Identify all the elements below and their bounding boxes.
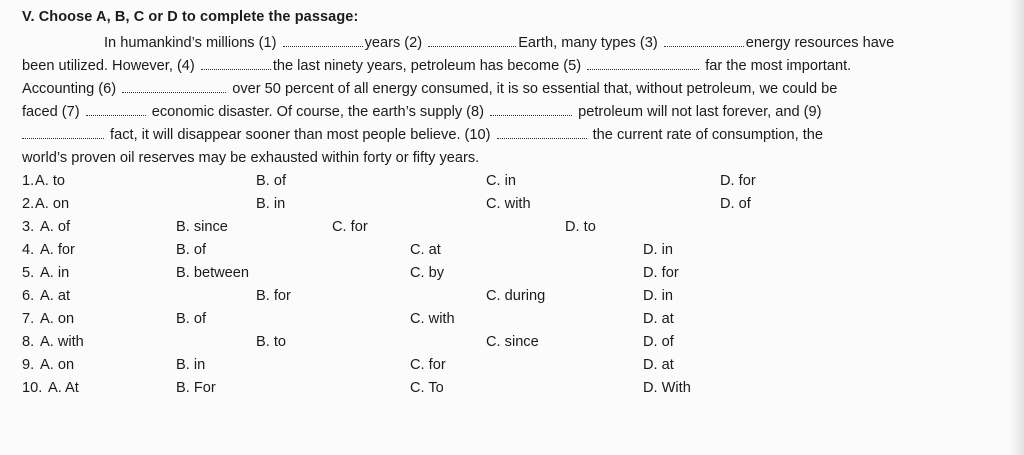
- question-number: 3.: [22, 219, 35, 235]
- question-number: 5.: [22, 265, 35, 281]
- option-c[interactable]: C. for: [332, 219, 368, 235]
- page-edge-shadow: [1010, 0, 1024, 455]
- passage-line-4: [22, 104, 821, 120]
- option-b[interactable]: B. for: [256, 288, 291, 304]
- option-a[interactable]: A. of: [40, 219, 71, 235]
- passage-text: economic disaster. Of course, the earth’s supply (8): [147, 104, 489, 120]
- question-row-4: [0, 242, 1024, 264]
- passage-text: faced (7): [22, 104, 84, 120]
- question-number: 7.: [22, 311, 35, 327]
- option-a[interactable]: A. for: [40, 242, 75, 258]
- passage-text: energy resources have: [745, 35, 895, 51]
- option-c[interactable]: C. with: [486, 196, 531, 212]
- option-b[interactable]: B. between: [176, 265, 250, 281]
- passage-line-1: [104, 35, 894, 51]
- passage-text: the current rate of consumption, the: [588, 127, 824, 143]
- option-d[interactable]: D. at: [643, 357, 674, 373]
- blank-8[interactable]: [490, 105, 572, 116]
- passage-line-5: [22, 127, 823, 143]
- option-a[interactable]: A. on: [40, 311, 75, 327]
- passage-line-2: [22, 58, 851, 74]
- option-d[interactable]: D. in: [643, 242, 674, 258]
- option-c[interactable]: C. since: [486, 334, 539, 350]
- passage-text: fact, it will disappear sooner than most people believe. (10): [106, 127, 495, 143]
- option-d[interactable]: D. of: [720, 196, 751, 212]
- passage-text: Accounting (6): [22, 81, 121, 97]
- option-b[interactable]: B. in: [176, 357, 206, 373]
- blank-7[interactable]: [86, 105, 146, 116]
- question-row-8: [0, 334, 1024, 356]
- option-a[interactable]: A. on: [35, 196, 70, 212]
- option-a[interactable]: A. to: [35, 173, 66, 189]
- option-b[interactable]: B. since: [176, 219, 228, 235]
- option-a[interactable]: A. at: [40, 288, 71, 304]
- option-b[interactable]: B. in: [256, 196, 286, 212]
- question-number: 8.: [22, 334, 35, 350]
- passage-line-6: [22, 150, 479, 166]
- question-row-10: [0, 380, 1024, 402]
- question-row-1: [0, 173, 1024, 195]
- option-a[interactable]: A. in: [40, 265, 70, 281]
- option-b[interactable]: B. to: [256, 334, 287, 350]
- blank-10[interactable]: [497, 128, 587, 139]
- option-c[interactable]: C. at: [410, 242, 441, 258]
- passage-text: been utilized. However, (4): [22, 58, 199, 74]
- question-row-6: [0, 288, 1024, 310]
- passage-text: the last ninety years, petroleum has become (5): [272, 58, 586, 74]
- question-row-2: [0, 196, 1024, 218]
- passage-text: Earth, many types (3): [518, 35, 662, 51]
- option-b[interactable]: B. For: [176, 380, 216, 396]
- option-a[interactable]: A. on: [40, 357, 75, 373]
- passage-text: far the most important.: [701, 58, 852, 74]
- option-b[interactable]: B. of: [176, 242, 207, 258]
- question-row-5: [0, 265, 1024, 287]
- option-d[interactable]: D. for: [643, 265, 679, 281]
- blank-9[interactable]: [22, 128, 104, 139]
- option-c[interactable]: C. by: [410, 265, 445, 281]
- option-d[interactable]: D. at: [643, 311, 674, 327]
- option-c[interactable]: C. To: [410, 380, 444, 396]
- blank-3[interactable]: [664, 36, 744, 47]
- option-c[interactable]: C. with: [410, 311, 455, 327]
- option-d[interactable]: D. for: [720, 173, 756, 189]
- question-number: 6.: [22, 288, 35, 304]
- question-row-3: [0, 219, 1024, 241]
- question-number: 10.: [22, 380, 43, 396]
- option-d[interactable]: D. in: [643, 288, 674, 304]
- question-number: 1.: [22, 173, 35, 189]
- option-a[interactable]: A. with: [40, 334, 84, 350]
- passage-text: over 50 percent of all energy consumed, it is so essential that, without petroleum, we could be: [228, 81, 838, 97]
- option-b[interactable]: B. of: [256, 173, 287, 189]
- passage-line-3: [22, 81, 837, 97]
- option-c[interactable]: C. in: [486, 173, 517, 189]
- option-d[interactable]: D. to: [565, 219, 596, 235]
- blank-6[interactable]: [122, 82, 226, 93]
- option-c[interactable]: C. during: [486, 288, 546, 304]
- blank-5[interactable]: [587, 59, 699, 70]
- option-d[interactable]: D. of: [643, 334, 674, 350]
- question-row-9: [0, 357, 1024, 379]
- passage-text: years (2): [364, 35, 427, 51]
- passage-text: In humankind’s millions (1): [104, 35, 281, 51]
- option-b[interactable]: B. of: [176, 311, 207, 327]
- question-number: 2.: [22, 196, 35, 212]
- question-number: 9.: [22, 357, 35, 373]
- exercise-title: V. Choose A, B, C or D to complete the passage:: [22, 9, 359, 25]
- passage-text: world’s proven oil reserves may be exhausted within forty or fifty years.: [22, 150, 480, 166]
- passage-text: petroleum will not last forever, and (9): [574, 104, 822, 120]
- blank-2[interactable]: [428, 36, 516, 47]
- option-d[interactable]: D. With: [643, 380, 691, 396]
- option-c[interactable]: C. for: [410, 357, 446, 373]
- blank-1[interactable]: [283, 36, 363, 47]
- question-number: 4.: [22, 242, 35, 258]
- option-a[interactable]: A. At: [48, 380, 79, 396]
- blank-4[interactable]: [201, 59, 271, 70]
- question-row-7: [0, 311, 1024, 333]
